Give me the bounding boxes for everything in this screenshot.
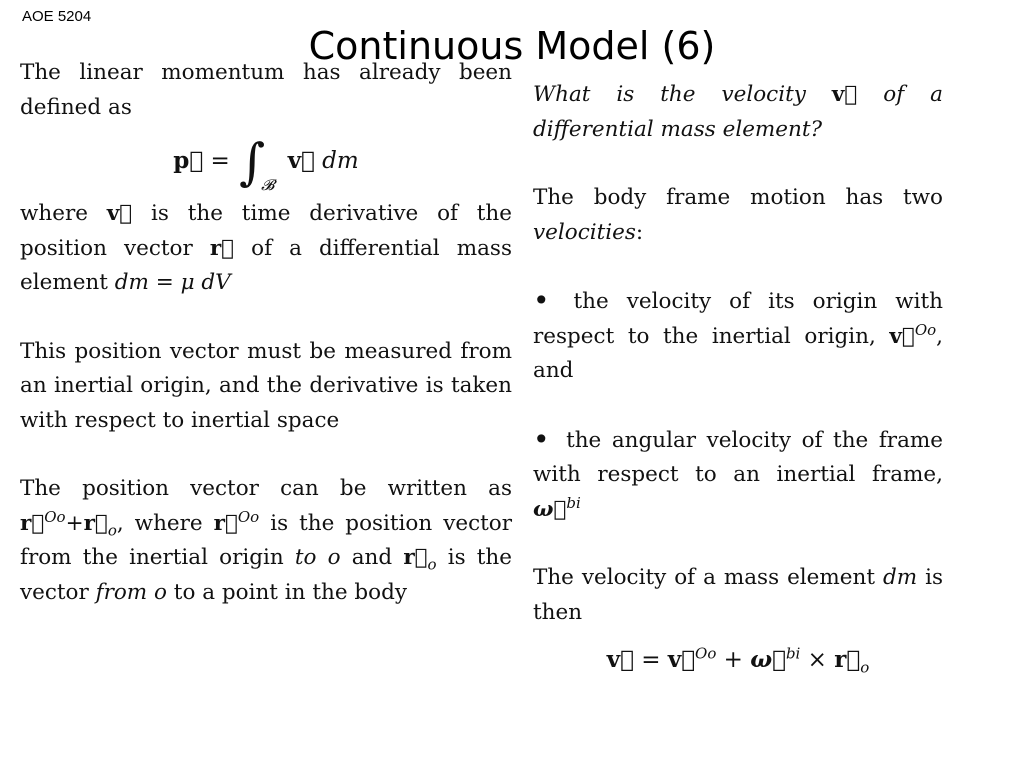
text-span: The body frame motion has two bbox=[533, 185, 943, 210]
r-vector: r⃗ bbox=[834, 646, 861, 673]
italic-text: velocities bbox=[533, 219, 636, 245]
plus: + bbox=[716, 647, 751, 673]
dm-symbol: dm bbox=[114, 270, 149, 295]
paragraph-velocity-definition bbox=[20, 197, 512, 301]
equation-linear-momentum bbox=[20, 125, 512, 197]
text-span: The position vector can be written as bbox=[20, 476, 512, 501]
cross-product: × bbox=[800, 647, 835, 673]
text-span: to a point in the body bbox=[166, 579, 407, 605]
eq-v-vector: v⃗ bbox=[287, 147, 315, 174]
italic-text: of a differential mass element? bbox=[533, 82, 943, 142]
text-span: the velocity of its origin with respect to the inertial origin, bbox=[533, 289, 943, 349]
omega-vector: ω⃗ bbox=[533, 496, 567, 522]
course-code: AOE 5204 bbox=[22, 8, 92, 25]
text-span: , and bbox=[533, 323, 943, 383]
subscript: o bbox=[107, 520, 117, 539]
italic-text: to o bbox=[294, 545, 341, 570]
text-span: the angular velocity of the frame with respect to an inertial frame, bbox=[533, 427, 943, 487]
subscript: o bbox=[860, 658, 870, 677]
r-vector: r⃗ bbox=[213, 510, 238, 536]
equals: = bbox=[633, 647, 668, 673]
v-vector: v⃗ bbox=[606, 646, 634, 673]
text-span: is the time derivative of the position vector bbox=[20, 201, 513, 261]
eq-dm: dm bbox=[322, 148, 359, 174]
bullet-icon: • bbox=[533, 284, 550, 317]
r-vector: r⃗ bbox=[403, 545, 428, 570]
paragraph-momentum-intro: The linear momentum has already been defined as bbox=[20, 60, 512, 120]
superscript: bi bbox=[785, 644, 801, 663]
text-span: : bbox=[635, 219, 644, 245]
superscript: Oo bbox=[237, 507, 260, 526]
text-span: , where bbox=[116, 510, 214, 536]
v-vector: v⃗ bbox=[106, 201, 133, 226]
text-span: where bbox=[20, 201, 107, 226]
eq-equals: = bbox=[210, 148, 230, 174]
plus: + bbox=[65, 510, 84, 536]
text-span: is the vector bbox=[20, 545, 512, 605]
text-span: of a differential mass element bbox=[20, 235, 512, 295]
v-vector: v⃗ bbox=[889, 323, 915, 349]
r-vector: r⃗ bbox=[209, 235, 235, 261]
superscript: Oo bbox=[914, 320, 937, 339]
r-vector: r⃗ bbox=[83, 510, 108, 536]
paragraph-position-vector bbox=[20, 472, 512, 610]
italic-text: from o bbox=[95, 579, 167, 605]
bullet-origin-velocity bbox=[533, 284, 943, 389]
italic-text: What is the velocity bbox=[533, 82, 832, 107]
right-column bbox=[533, 78, 943, 682]
text-span: and bbox=[340, 545, 404, 570]
integral-limit: 𝓑 bbox=[261, 176, 275, 194]
mu-dv-symbol: μ dV bbox=[180, 270, 231, 295]
superscript: Oo bbox=[695, 644, 717, 663]
bullet-angular-velocity bbox=[533, 423, 943, 528]
integral-sign: ∫ bbox=[239, 133, 266, 191]
question-velocity bbox=[533, 78, 943, 147]
eq-p-vector: p⃗ bbox=[173, 147, 204, 174]
subscript: o bbox=[427, 555, 437, 574]
text-span: is the position vector from the inertial origin bbox=[20, 510, 512, 570]
slide-title: Continuous Model (6) bbox=[308, 24, 716, 68]
v-vector: v⃗ bbox=[831, 82, 858, 107]
equation-velocity bbox=[533, 638, 943, 682]
dm-symbol: dm bbox=[882, 565, 918, 590]
bullet-icon: • bbox=[533, 422, 550, 456]
omega-vector: ω⃗ bbox=[750, 646, 786, 673]
superscript: Oo bbox=[44, 507, 66, 526]
left-column bbox=[20, 56, 512, 610]
text-span: The velocity of a mass element bbox=[533, 565, 883, 590]
superscript: bi bbox=[566, 493, 581, 512]
text-span: is then bbox=[533, 565, 943, 625]
equals: = bbox=[148, 270, 181, 295]
paragraph-two-velocities bbox=[533, 181, 943, 250]
v-vector: v⃗ bbox=[667, 646, 696, 673]
r-vector: r⃗ bbox=[20, 510, 45, 536]
paragraph-mass-element-velocity bbox=[533, 561, 943, 630]
paragraph-inertial-origin: This position vector must be measured from an inertial origin, and the derivative is taken with respect to inertial space bbox=[20, 338, 512, 433]
